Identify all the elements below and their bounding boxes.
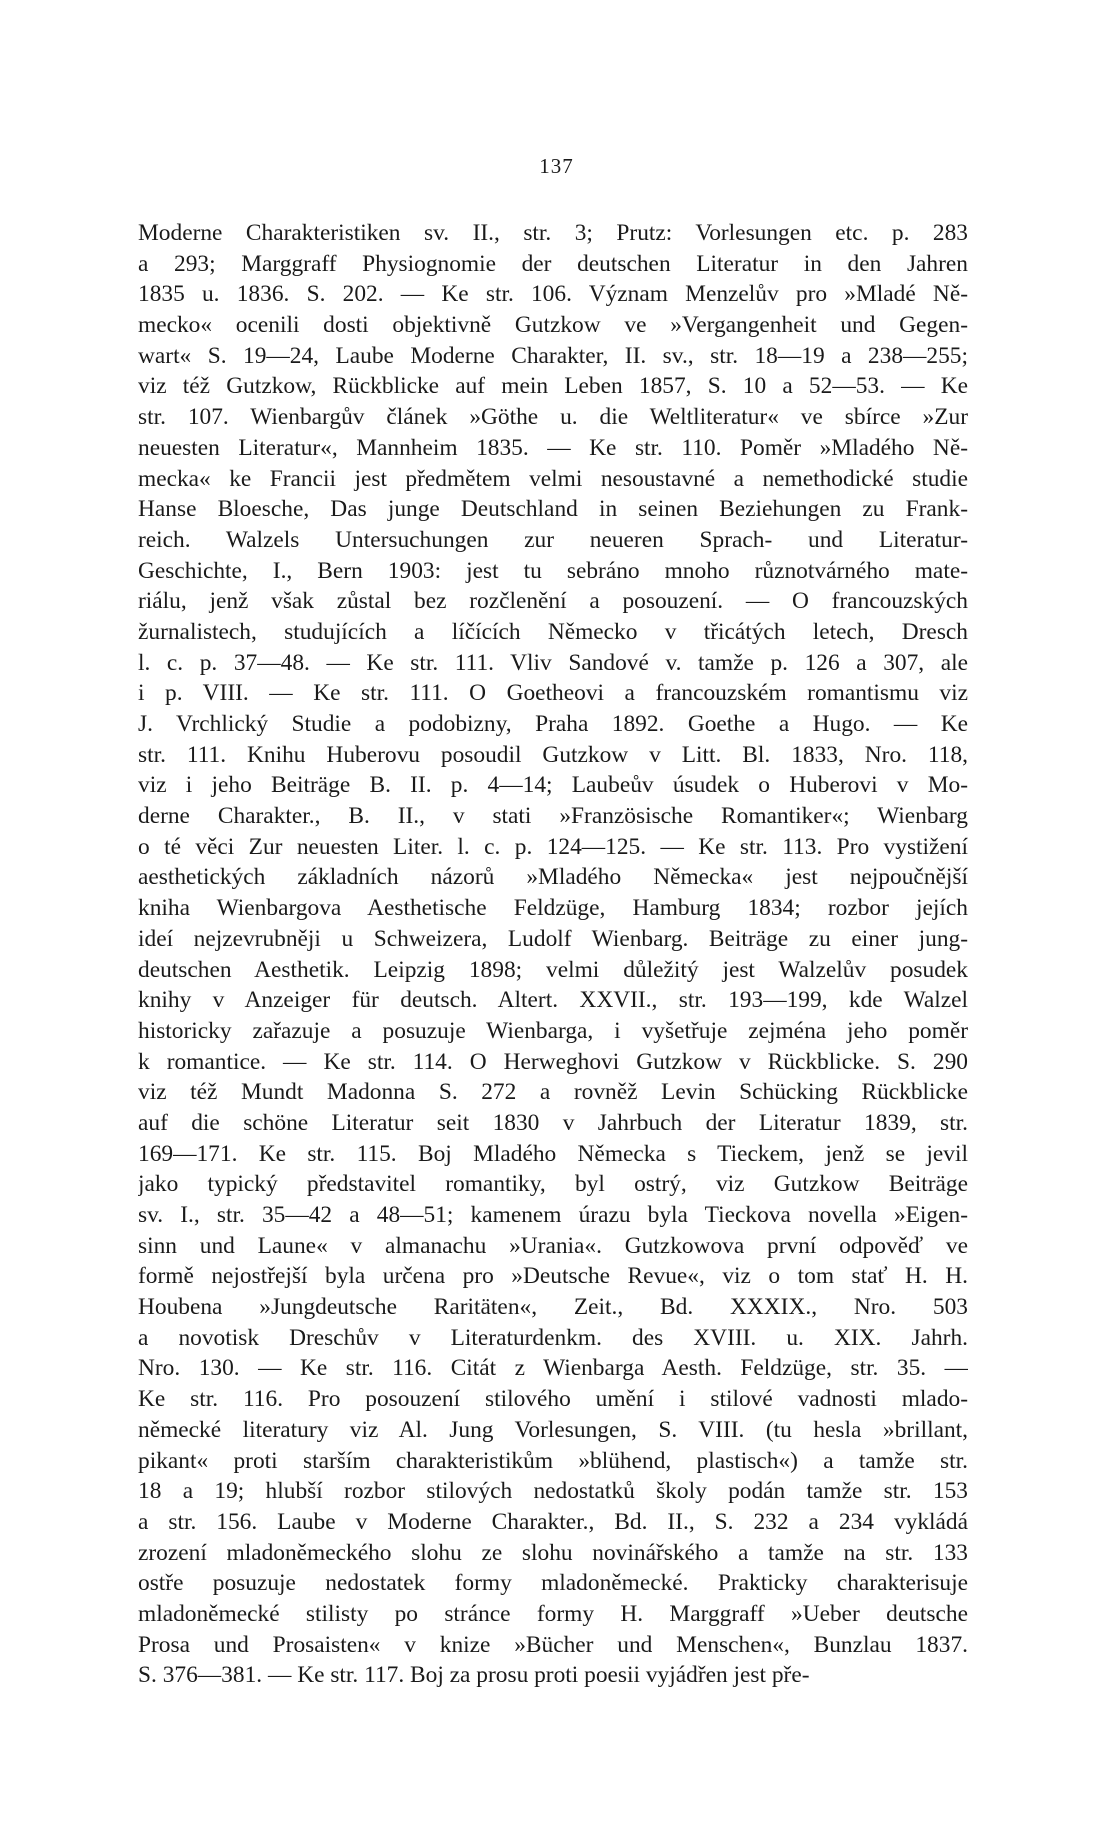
text-line: Houbena »Jungdeutsche Raritäten«, Zeit., Bd. XXXIX., Nro. 503 bbox=[138, 1294, 968, 1321]
text-line: knihy v Anzeiger für deutsch. Altert. XXVII., str. 193—199, kde Walzel bbox=[138, 987, 968, 1014]
text-line: wart« S. 19—24, Laube Moderne Charakter, II. sv., str. 18—19 a 238—255; bbox=[138, 342, 968, 369]
text-line: historicky zařazuje a posuzuje Wienbarga, i vyšetřuje zejména jeho poměr bbox=[138, 1017, 968, 1044]
text-line: 1835 u. 1836. S. 202. — Ke str. 106. Význam Menzelův pro »Mladé Ně- bbox=[138, 281, 968, 308]
text-line: neuesten Literatur«, Mannheim 1835. — Ke str. 110. Poměr »Mladého Ně- bbox=[138, 434, 968, 461]
text-line: viz i jeho Beiträge B. II. p. 4—14; Laubeův úsudek o Huberovi v Mo- bbox=[138, 772, 968, 799]
text-line: reich. Walzels Untersuchungen zur neueren Sprach- und Literatur- bbox=[138, 526, 968, 553]
text-line: mecka« ke Francii jest předmětem velmi nesoustavné a nemethodické studie bbox=[138, 465, 968, 492]
text-line: str. 107. Wienbargův článek »Göthe u. die Weltliteratur« ve sbírce »Zur bbox=[138, 404, 968, 431]
text-line: a str. 156. Laube v Moderne Charakter., Bd. II., S. 232 a 234 vykládá bbox=[138, 1508, 968, 1535]
text-line: Hanse Bloesche, Das junge Deutschland in seinen Beziehungen zu Frank- bbox=[138, 496, 968, 523]
text-line: ostře posuzuje nedostatek formy mladoněmecké. Prakticky charakterisuje bbox=[138, 1570, 968, 1597]
text-line: německé literatury viz Al. Jung Vorlesungen, S. VIII. (tu hesla »brillant, bbox=[138, 1416, 968, 1443]
text-line: Prosa und Prosaisten« v knize »Bücher und Menschen«, Bunzlau 1837. bbox=[138, 1631, 968, 1658]
text-line: viz též Mundt Madonna S. 272 a rovněž Levin Schücking Rückblicke bbox=[138, 1079, 968, 1106]
text-line: o té věci Zur neuesten Liter. l. c. p. 124—125. — Ke str. 113. Pro vystižení bbox=[138, 833, 968, 860]
text-line: k romantice. — Ke str. 114. O Herweghovi Gutzkow v Rückblicke. S. 290 bbox=[138, 1048, 968, 1075]
text-line: aesthetických základních názorů »Mladého Německa« jest nejpoučnější bbox=[138, 864, 968, 891]
text-line: zrození mladoněmeckého slohu ze slohu novinářského a tamže na str. 133 bbox=[138, 1539, 968, 1566]
text-line: mecko« ocenili dosti objektivně Gutzkow ve »Vergangenheit und Gegen- bbox=[138, 312, 968, 339]
text-line: derne Charakter., B. II., v stati »Französische Romantiker«; Wienbarg bbox=[138, 803, 968, 830]
text-line: auf die schöne Literatur seit 1830 v Jahrbuch der Literatur 1839, str. bbox=[138, 1109, 968, 1136]
text-line: a novotisk Dreschův v Literaturdenkm. des XVIII. u. XIX. Jahrh. bbox=[138, 1324, 968, 1351]
text-line: mladoněmecké stilisty po stránce formy H. Marggraff »Ueber deutsche bbox=[138, 1600, 968, 1627]
text-line: kniha Wienbargova Aesthetische Feldzüge, Hamburg 1834; rozbor jejích bbox=[138, 895, 968, 922]
text-line: l. c. p. 37—48. — Ke str. 111. Vliv Sandové v. tamže p. 126 a 307, ale bbox=[138, 649, 968, 676]
text-line: J. Vrchlický Studie a podobizny, Praha 1892. Goethe a Hugo. — Ke bbox=[138, 711, 968, 737]
text-line: riálu, jenž však zůstal bez rozčlenění a posouzení. — O francouzských bbox=[138, 588, 968, 615]
text-line: i p. VIII. — Ke str. 111. O Goetheovi a francouzském romantismu viz bbox=[138, 680, 968, 707]
text-line: Ke str. 116. Pro posouzení stilového umění i stilové vadnosti mlado- bbox=[138, 1386, 968, 1413]
text-line: jako typický představitel romantiky, byl ostrý, viz Gutzkow Beiträge bbox=[138, 1171, 968, 1198]
text-line: Nro. 130. — Ke str. 116. Citát z Wienbarga Aesth. Feldzüge, str. 35. — bbox=[138, 1355, 968, 1382]
text-line: sv. I., str. 35—42 a 48—51; kamenem úrazu byla Tieckova novella »Eigen- bbox=[138, 1202, 968, 1228]
text-line: Geschichte, I., Bern 1903: jest tu sebráno mnoho různotvárného mate- bbox=[138, 557, 968, 584]
text-line: sinn und Laune« v almanachu »Urania«. Gutzkowova první odpověď ve bbox=[138, 1232, 968, 1259]
text-line: ideí nejzevrubněji u Schweizera, Ludolf Wienbarg. Beiträge zu einer jung- bbox=[138, 925, 968, 952]
text-line: S. 376—381. — Ke str. 117. Boj za prosu proti poesii vyjádřen jest pře- bbox=[138, 1662, 810, 1689]
page-number: 137 bbox=[539, 154, 574, 178]
text-line: str. 111. Knihu Huberovu posoudil Gutzkow v Litt. Bl. 1833, Nro. 118, bbox=[138, 741, 968, 768]
text-line: formě nejostřejší byla určena pro »Deutsche Revue«, viz o tom stať H. H. bbox=[138, 1263, 968, 1290]
text-line: pikant« proti starším charakteristikům »blühend, plastisch«) a tamže str. bbox=[138, 1447, 968, 1474]
text-line: a 293; Marggraff Physiognomie der deutschen Literatur in den Jahren bbox=[138, 250, 968, 277]
text-line: žurnalistech, studujících a líčících Německo v třicátých letech, Dresch bbox=[138, 618, 968, 645]
text-line: viz též Gutzkow, Rückblicke auf mein Leben 1857, S. 10 a 52—53. — Ke bbox=[138, 373, 968, 400]
text-line: 18 a 19; hlubší rozbor stilových nedostatků školy podán tamže str. 153 bbox=[138, 1478, 968, 1505]
text-line: deutschen Aesthetik. Leipzig 1898; velmi důležitý jest Walzelův posudek bbox=[138, 956, 968, 983]
text-line: Moderne Charakteristiken sv. II., str. 3; Prutz: Vorlesungen etc. p. 283 bbox=[138, 220, 968, 246]
footnote-text-block bbox=[138, 218, 968, 1691]
text-line: 169—171. Ke str. 115. Boj Mladého Německa s Tieckem, jenž se jevil bbox=[138, 1140, 968, 1167]
